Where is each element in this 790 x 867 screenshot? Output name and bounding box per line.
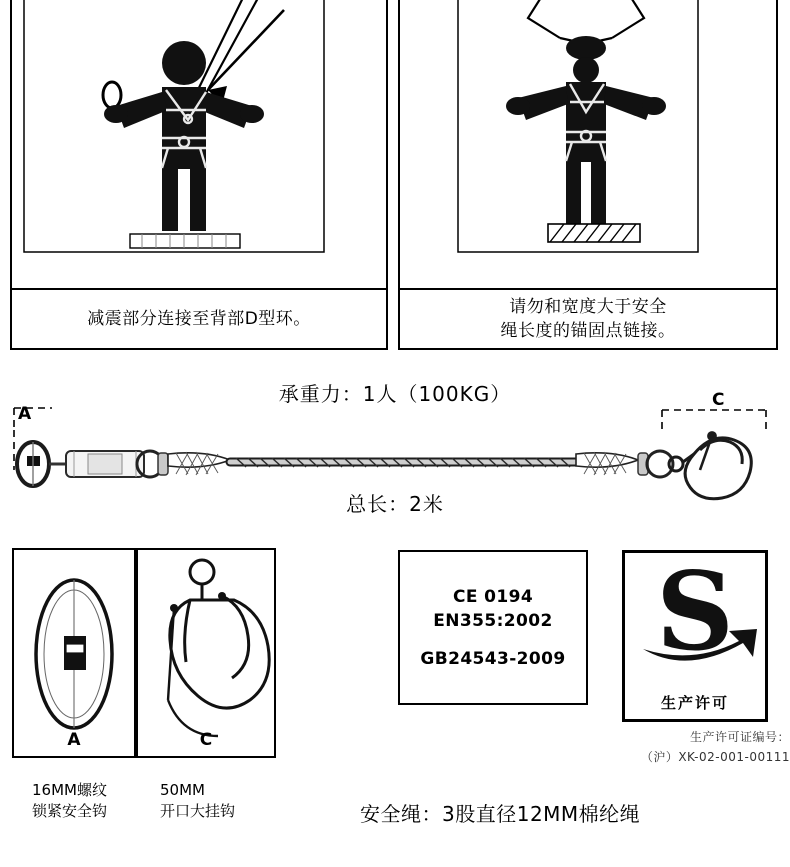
hook-caption-c — [160, 780, 290, 822]
callout-label-c: C — [712, 390, 725, 410]
large-scaffold-hook-detail — [138, 550, 274, 756]
shock-absorber — [566, 36, 606, 60]
panel-right-caption — [400, 290, 776, 348]
braided-sleeve-right — [576, 452, 638, 475]
screw-lock-carabiner-detail — [14, 550, 134, 756]
certification-box — [398, 550, 588, 705]
screw-gate-carabiner — [17, 442, 49, 486]
s-glyph: S — [656, 553, 734, 675]
panel-left-caption — [12, 290, 386, 348]
callout-label-a: A — [18, 404, 32, 424]
cert-line-gb: GB24543-2009 — [420, 648, 566, 669]
panel-right-caption-line2: 绳长度的锚固点链接。 — [500, 321, 676, 341]
hook-detail-box-a — [12, 548, 136, 758]
hook-letter-c: C — [199, 730, 213, 750]
bracket-c — [662, 410, 766, 430]
panel-left-caption-text: 减震部分连接至背部D型环。 — [87, 309, 311, 329]
license-number-value: （沪）XK-02-001-00111 — [640, 750, 790, 764]
hook-caption-a-line2: 锁紧安全钩 — [32, 802, 108, 820]
hook-caption-c-line2: 开口大挂钩 — [160, 802, 236, 820]
total-length-text: 总长：2米 — [346, 492, 444, 516]
hook-caption-c-line1: 50MM — [160, 781, 205, 799]
panel-left-artwork — [12, 0, 386, 290]
hook-detail-box-c — [136, 548, 276, 758]
license-number-label: 生产许可证编号： — [689, 730, 790, 744]
s-mark-logo — [625, 553, 765, 683]
energy-absorber-pack — [66, 451, 144, 477]
rope-specification-text: 安全绳：3股直径12MM棉纶绳 — [360, 802, 641, 826]
instruction-panel-left — [10, 0, 388, 350]
panel-right-artwork — [400, 0, 776, 290]
anchor-point-warning-illustration — [400, 0, 776, 290]
s-mark-label: 生产许可 — [660, 694, 729, 712]
instruction-panel-right — [398, 0, 778, 350]
panel-right-caption-line1: 请勿和宽度大于安全 — [509, 297, 667, 317]
harness-connection-illustration — [12, 0, 386, 290]
load-capacity-text: 承重力：1人（100KG） — [278, 382, 512, 406]
cert-line-ce: CE 0194 — [452, 586, 534, 607]
safety-rope — [230, 458, 576, 467]
hook-caption-a-line1: 16MM螺纹 — [32, 781, 107, 799]
cert-line-en: EN355:2002 — [433, 610, 553, 631]
braided-sleeve-left — [168, 452, 230, 475]
hook-letter-a: A — [67, 730, 81, 750]
production-license-mark — [622, 550, 768, 722]
hook-caption-a — [32, 780, 162, 822]
